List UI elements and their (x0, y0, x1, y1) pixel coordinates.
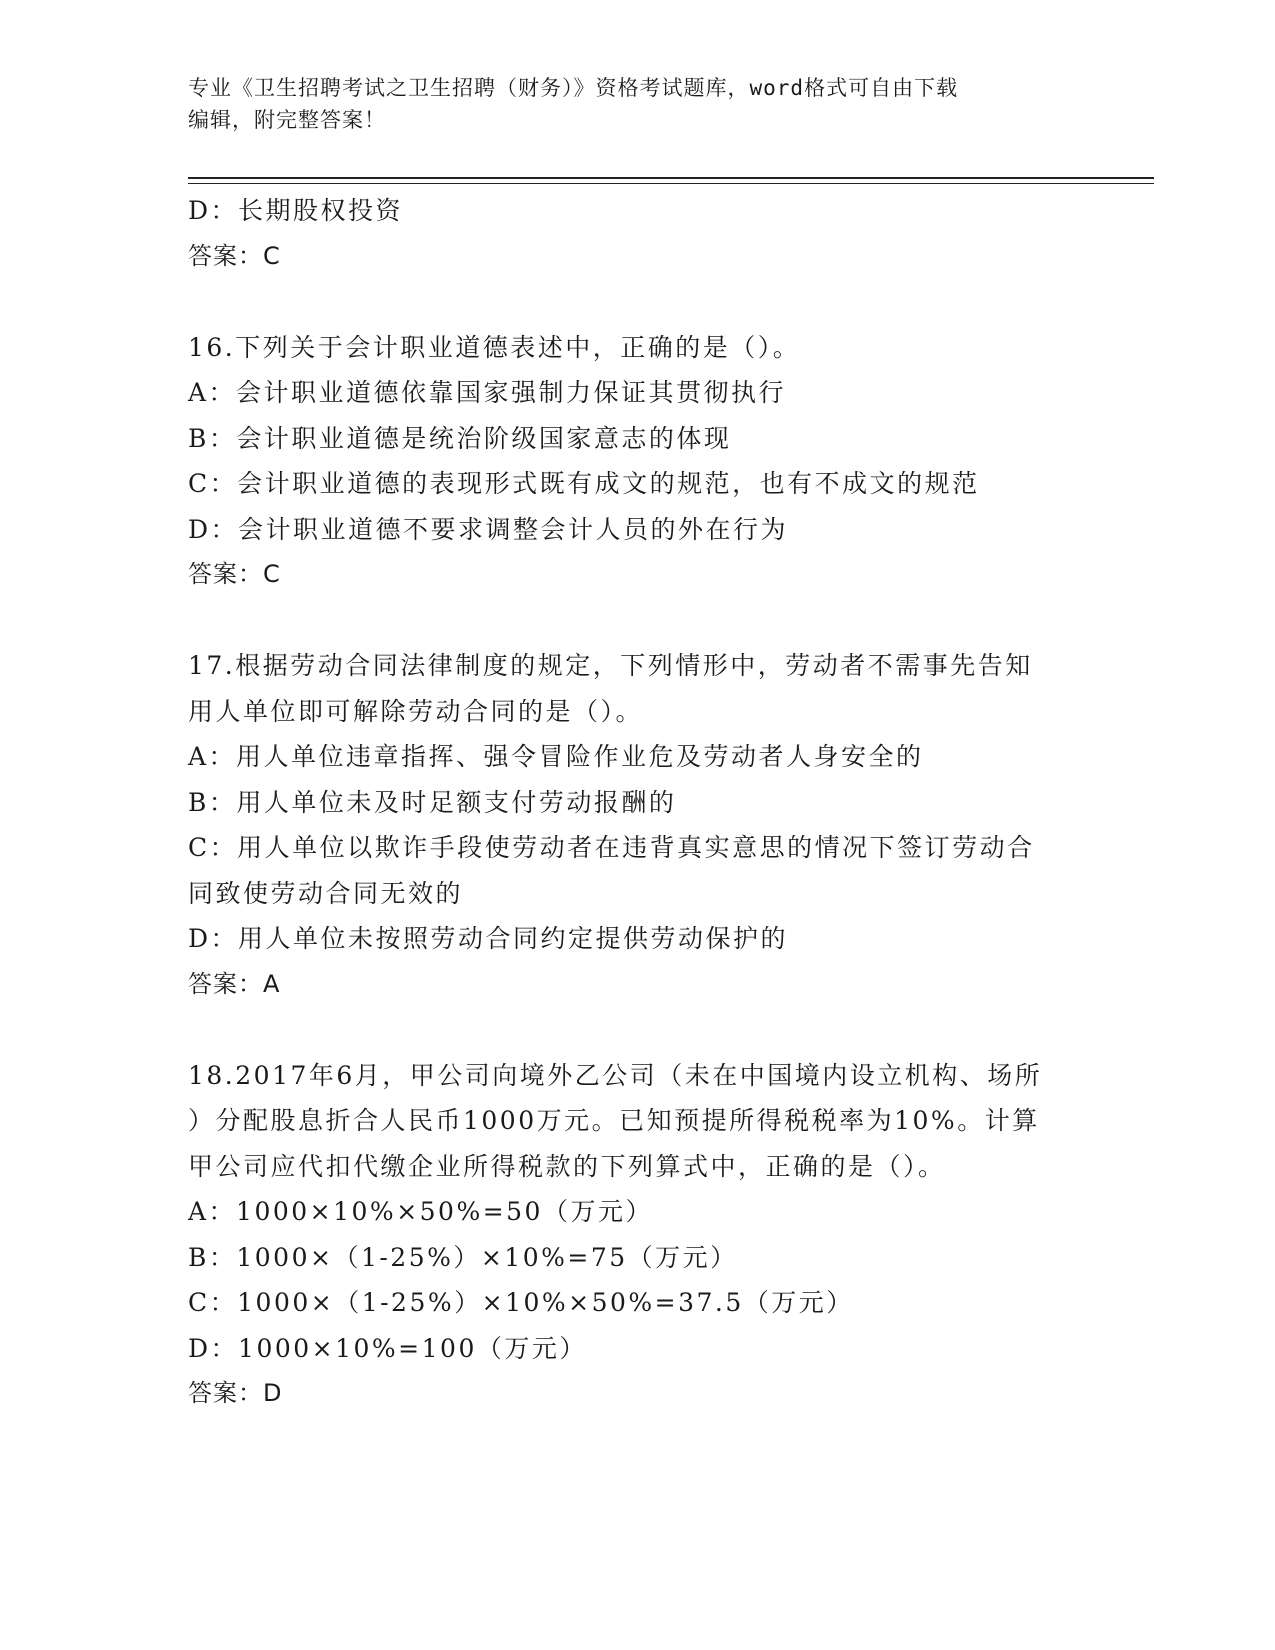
question-18 (188, 1053, 1088, 1417)
option-d: D：会计职业道德不要求调整会计人员的外在行为 (188, 514, 789, 544)
option-b: B：用人单位未及时足额支付劳动报酬的 (188, 787, 677, 817)
question-16 (188, 325, 1088, 598)
spacer (188, 598, 1088, 644)
question-stem-line-2: ）分配股息折合人民币1000万元。已知预提所得税税率为10%。计算 (188, 1106, 1040, 1135)
option-b: B：会计职业道德是统治阶级国家意志的体现 (188, 423, 732, 453)
option-b: B：1000×（1-25%）×10%=75（万元） (188, 1242, 738, 1272)
option-d: D：长期股权投资 (188, 196, 404, 225)
option-c-line-1: C：用人单位以欺诈手段使劳动者在违背真实意思的情况下签订劳动合 (188, 833, 1035, 862)
header-divider-thin (188, 183, 1154, 184)
spacer (188, 279, 1088, 325)
option-d: D：用人单位未按照劳动合同约定提供劳动保护的 (188, 924, 789, 953)
answer-line: 答案：C (188, 241, 281, 270)
answer-line: 答案：A (188, 969, 281, 998)
question-stem-line-1: 17.根据劳动合同法律制度的规定，下列情形中，劳动者不需事先告知 (188, 651, 1033, 680)
option-a: A：1000×10%×50%=50（万元） (188, 1197, 653, 1226)
header-divider-thick (188, 177, 1154, 179)
option-d: D：1000×10%=100（万元） (188, 1333, 587, 1363)
option-a: A：会计职业道德依靠国家强制力保证其贯彻执行 (188, 378, 787, 407)
document-header (188, 72, 1068, 136)
question-stem-line-3: 甲公司应代扣代缴企业所得税款的下列算式中，正确的是（）。 (188, 1151, 946, 1181)
header-line-2: 编辑，附完整答案！ (188, 108, 386, 132)
option-a: A：用人单位违章指挥、强令冒险作业危及劳动者人身安全的 (188, 742, 924, 771)
question-stem-line-1: 18.2017年6月，甲公司向境外乙公司（未在中国境内设立机构、场所 (188, 1060, 1043, 1090)
question-stem: 16.下列关于会计职业道德表述中，正确的是（）。 (188, 332, 801, 362)
answer-line: 答案：C (188, 560, 281, 588)
option-c: C：会计职业道德的表现形式既有成文的规范，也有不成文的规范 (188, 469, 980, 498)
question-17 (188, 643, 1088, 1007)
option-c-line-2: 同致使劳动合同无效的 (188, 878, 464, 908)
option-c: C：1000×（1-25%）×10%×50%=37.5（万元） (188, 1288, 854, 1317)
header-line-1: 专业《卫生招聘考试之卫生招聘（财务）》资格考试题库，word格式可自由下载 (188, 76, 959, 100)
question-stem-line-2: 用人单位即可解除劳动合同的是（）。 (188, 696, 644, 726)
spacer (188, 1007, 1088, 1053)
question-list (188, 188, 1088, 1417)
answer-line: 答案：D (188, 1379, 283, 1407)
question-15-tail (188, 188, 1088, 279)
